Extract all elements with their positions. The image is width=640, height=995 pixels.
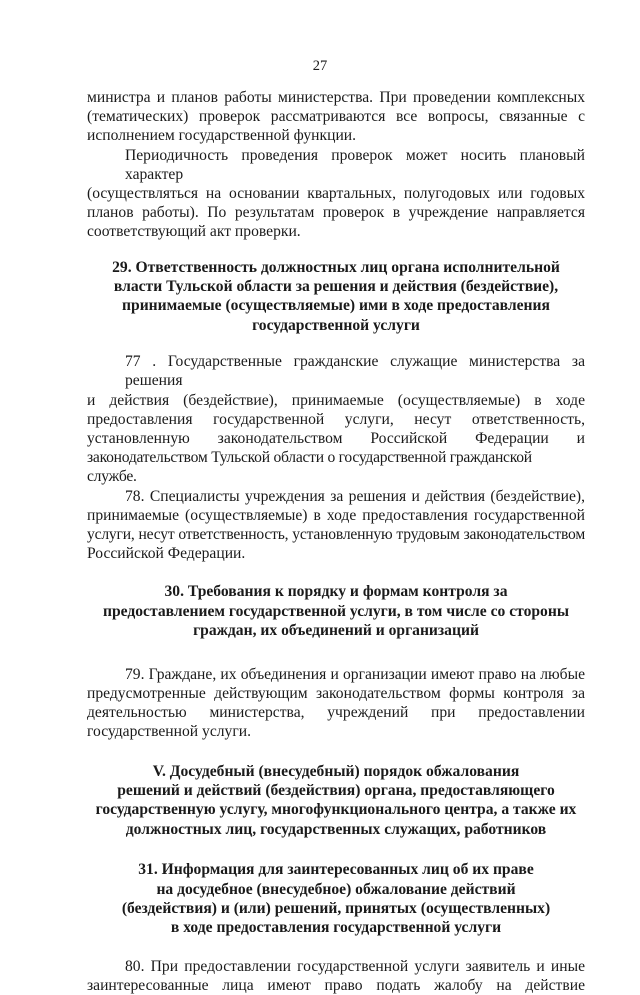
text-line: 80. При предоставлении государственной услуги заявитель и иные	[125, 957, 585, 975]
text-line: деятельностью министерства, учреждений при предоставлении	[87, 704, 585, 722]
heading-line: (бездействия) и (или) решений, принятых (осуществленных)	[121, 899, 551, 917]
text-line: законодательством Тульской области о государственной гражданской службе.	[87, 449, 532, 486]
document-body	[87, 88, 585, 995]
text-line: заинтересованные лица имеют право подать жалобу на действие	[87, 976, 585, 994]
heading-line: принимаемые (осуществляемые) ими в ходе предоставления	[122, 297, 550, 315]
heading-line: 29. Ответственность должностных лиц органа исполнительной	[112, 258, 560, 276]
chapter-heading-v	[87, 762, 585, 840]
paragraph-79	[87, 665, 585, 742]
text-line: 79. Граждане, их объединения и организации имеют право на любые	[125, 665, 585, 683]
heading-line: в ходе предоставления государственной услуги	[170, 919, 502, 937]
text-line: 78. Специалисты учреждения за решения и действия (бездействие),	[125, 487, 585, 505]
text-line: Российской Федерации.	[87, 545, 246, 563]
section-heading-31	[87, 860, 585, 938]
text-line: предоставления государственной услуги, несут ответственность,	[87, 410, 585, 428]
text-line: министра и планов работы министерства. При проведении комплексных	[87, 89, 585, 106]
text-line: 77 . Государственные гражданские служащие министерства за решения	[125, 353, 585, 390]
paragraph-77	[87, 352, 585, 486]
section-heading-30	[87, 582, 585, 640]
heading-line: решений и действий (бездействия) органа, предоставляющего	[117, 781, 555, 799]
text-line: соответствующий акт проверки.	[87, 223, 301, 241]
page-number: 27	[312, 58, 328, 74]
heading-line: 30. Требования к порядку и формам контроля за	[164, 583, 508, 601]
section-heading-29	[87, 258, 585, 336]
heading-line: государственную услугу, многофункционального центра, а также их	[95, 801, 577, 819]
text-line: (тематических) проверок рассматриваются все вопросы, связанные с	[87, 108, 585, 126]
heading-line: власти Тульской области за решения и действия (бездействие),	[113, 278, 559, 296]
paragraph-inspections-frequency	[87, 146, 585, 242]
heading-line: на досудебное (внесудебное) обжалование действий	[156, 880, 516, 898]
text-line: услуги, несут ответственность, установленную трудовым законодательством	[87, 526, 585, 544]
heading-line: должностных лиц, государственных служащих, работников	[125, 820, 547, 838]
heading-line: предоставлением государственной услуги, в том числе со стороны	[103, 602, 569, 620]
paragraph-80	[87, 957, 585, 995]
text-line: принимаемые (осуществляемые) в ходе предоставления государственной	[87, 506, 585, 524]
heading-line: государственной услуги	[252, 316, 420, 334]
paragraph-continuation	[87, 88, 585, 146]
text-line: Периодичность проведения проверок может носить плановый характер	[125, 146, 585, 183]
text-line: планов работы). По результатам проверок в учреждение направляется	[87, 204, 585, 222]
text-line: установленную законодательством Российской Федерации и	[87, 430, 585, 448]
text-line: государственной услуги.	[87, 723, 251, 741]
heading-line: 31. Информация для заинтересованных лиц об их праве	[138, 861, 534, 879]
text-line: и действия (бездействие), принимаемые (осуществляемые) в ходе	[87, 391, 585, 409]
text-line: исполнением государственной функции.	[87, 127, 357, 145]
heading-line: V. Досудебный (внесудебный) порядок обжалования	[152, 762, 520, 780]
paragraph-78	[87, 487, 585, 564]
text-line: (осуществляться на основании квартальных, полугодовых или годовых	[87, 185, 585, 203]
text-line: предусмотренные действующим законодательством формы контроля за	[87, 684, 585, 702]
heading-line: граждан, их объединений и организаций	[193, 622, 479, 640]
